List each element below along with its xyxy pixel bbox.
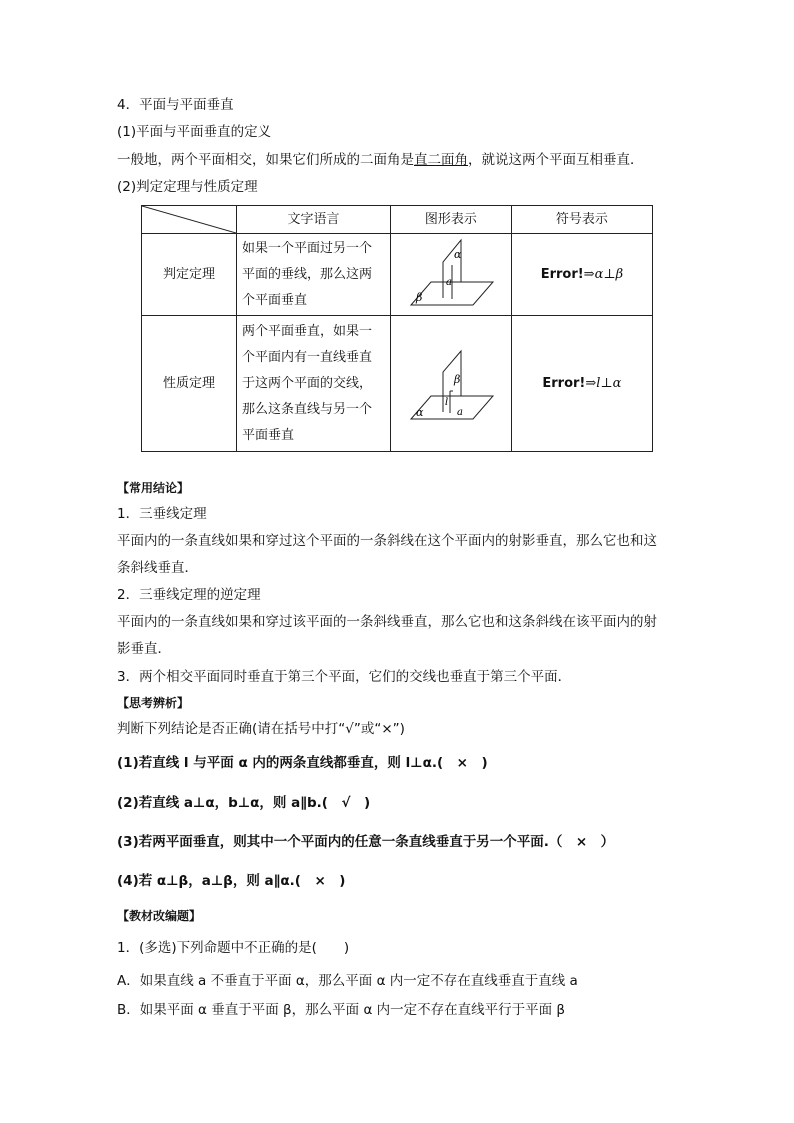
conclusion-1-line-1: 平面内的一条直线如果和穿过这个平面的一条斜线在这个平面内的射影垂直，那么它也和这 bbox=[117, 533, 657, 549]
fig-label-l: l bbox=[444, 396, 449, 408]
subheading-theorems: (2)判定定理与性质定理 bbox=[117, 179, 258, 195]
section-heading: 4．平面与平面垂直 bbox=[117, 97, 234, 113]
symbol-conclusion: ⇒l⊥α bbox=[585, 375, 622, 391]
perpendicular-planes-diagram bbox=[401, 237, 501, 313]
row-text-property: 两个平面垂直，如果一 个平面内有一直线垂直 于这两个平面的交线， 那么这条直线与另一个 平面垂直 bbox=[237, 316, 391, 452]
conclusion-2-line-1: 平面内的一条直线如果和穿过该平面的一条斜线垂直，那么它也和这条斜线在该平面内的射 bbox=[117, 614, 657, 630]
table-header-row bbox=[142, 206, 653, 234]
subheading-definition: (1)平面与平面垂直的定义 bbox=[117, 124, 272, 140]
definition-post: ，就说这两个平面互相垂直． bbox=[468, 152, 644, 168]
thinking-title: 【思考辨析】 bbox=[117, 696, 190, 710]
header-diagonal-cell bbox=[142, 206, 237, 234]
row-name-property: 性质定理 bbox=[142, 316, 237, 452]
conclusion-2-line-2: 影垂直． bbox=[117, 641, 171, 657]
symbol-error-text: Error! bbox=[542, 375, 586, 391]
definition-pre: 一般地，两个平面相交，如果它们所成的二面角是 bbox=[117, 152, 414, 168]
perpendicular-planes-diagram bbox=[401, 339, 501, 429]
conclusion-3: 3．两个相交平面同时垂直于第三个平面，它们的交线也垂直于第三个平面． bbox=[117, 669, 572, 685]
definition-text bbox=[117, 150, 644, 170]
header-symbol: 符号表示 bbox=[511, 206, 652, 234]
thinking-question-3: (3)若两平面垂直，则其中一个平面内的任意一条直线垂直于另一个平面.（ × ） bbox=[117, 834, 615, 850]
conclusion-2-title: 2．三垂线定理的逆定理 bbox=[117, 587, 261, 603]
symbol-judgement bbox=[511, 234, 652, 316]
definition-key: 直二面角 bbox=[414, 152, 468, 168]
common-conclusions-title: 【常用结论】 bbox=[117, 481, 190, 495]
symbol-conclusion: ⇒α⊥β bbox=[583, 266, 624, 282]
fig-label-beta: β bbox=[415, 290, 423, 304]
row-text-judgement: 如果一个平面过另一个 平面的垂线，那么这两 个平面垂直 bbox=[237, 234, 391, 316]
conclusion-1-title: 1．三垂线定理 bbox=[117, 506, 207, 522]
thinking-intro: 判断下列结论是否正确(请在括号中打“√”或“×”) bbox=[117, 721, 405, 737]
theorem-table bbox=[141, 205, 653, 452]
fig-label-a: a bbox=[456, 406, 463, 418]
textbook-question-1: 1．(多选)下列命题中不正确的是( ) bbox=[117, 940, 350, 956]
thinking-question-4: (4)若 α⊥β，a⊥β，则 a∥α.( × ) bbox=[117, 873, 346, 889]
row-name-judgement: 判定定理 bbox=[142, 234, 237, 316]
thinking-question-1: (1)若直线 l 与平面 α 内的两条直线都垂直，则 l⊥α.( × ) bbox=[117, 755, 488, 771]
symbol-error-text: Error! bbox=[540, 266, 584, 282]
figure-property bbox=[390, 316, 511, 452]
option-a: A．如果直线 a 不垂直于平面 α，那么平面 α 内一定不存在直线垂直于直线 a bbox=[117, 973, 578, 989]
fig-label-a: a bbox=[445, 276, 452, 288]
table-row bbox=[142, 234, 653, 316]
header-figure: 图形表示 bbox=[390, 206, 511, 234]
symbol-property bbox=[511, 316, 652, 452]
figure-judgement bbox=[390, 234, 511, 316]
fig-label-alpha: α bbox=[453, 247, 462, 261]
thinking-question-2: (2)若直线 a⊥α，b⊥α，则 a∥b.( √ ) bbox=[117, 795, 371, 811]
option-b: B．如果平面 α 垂直于平面 β，那么平面 α 内一定不存在直线平行于平面 β bbox=[117, 1002, 566, 1018]
fig-label-beta: β bbox=[453, 372, 461, 386]
conclusion-1-line-2: 条斜线垂直． bbox=[117, 560, 198, 576]
textbook-title: 【教材改编题】 bbox=[117, 909, 202, 923]
table-row bbox=[142, 316, 653, 452]
fig-label-alpha: α bbox=[415, 405, 424, 419]
header-text-language: 文字语言 bbox=[237, 206, 391, 234]
